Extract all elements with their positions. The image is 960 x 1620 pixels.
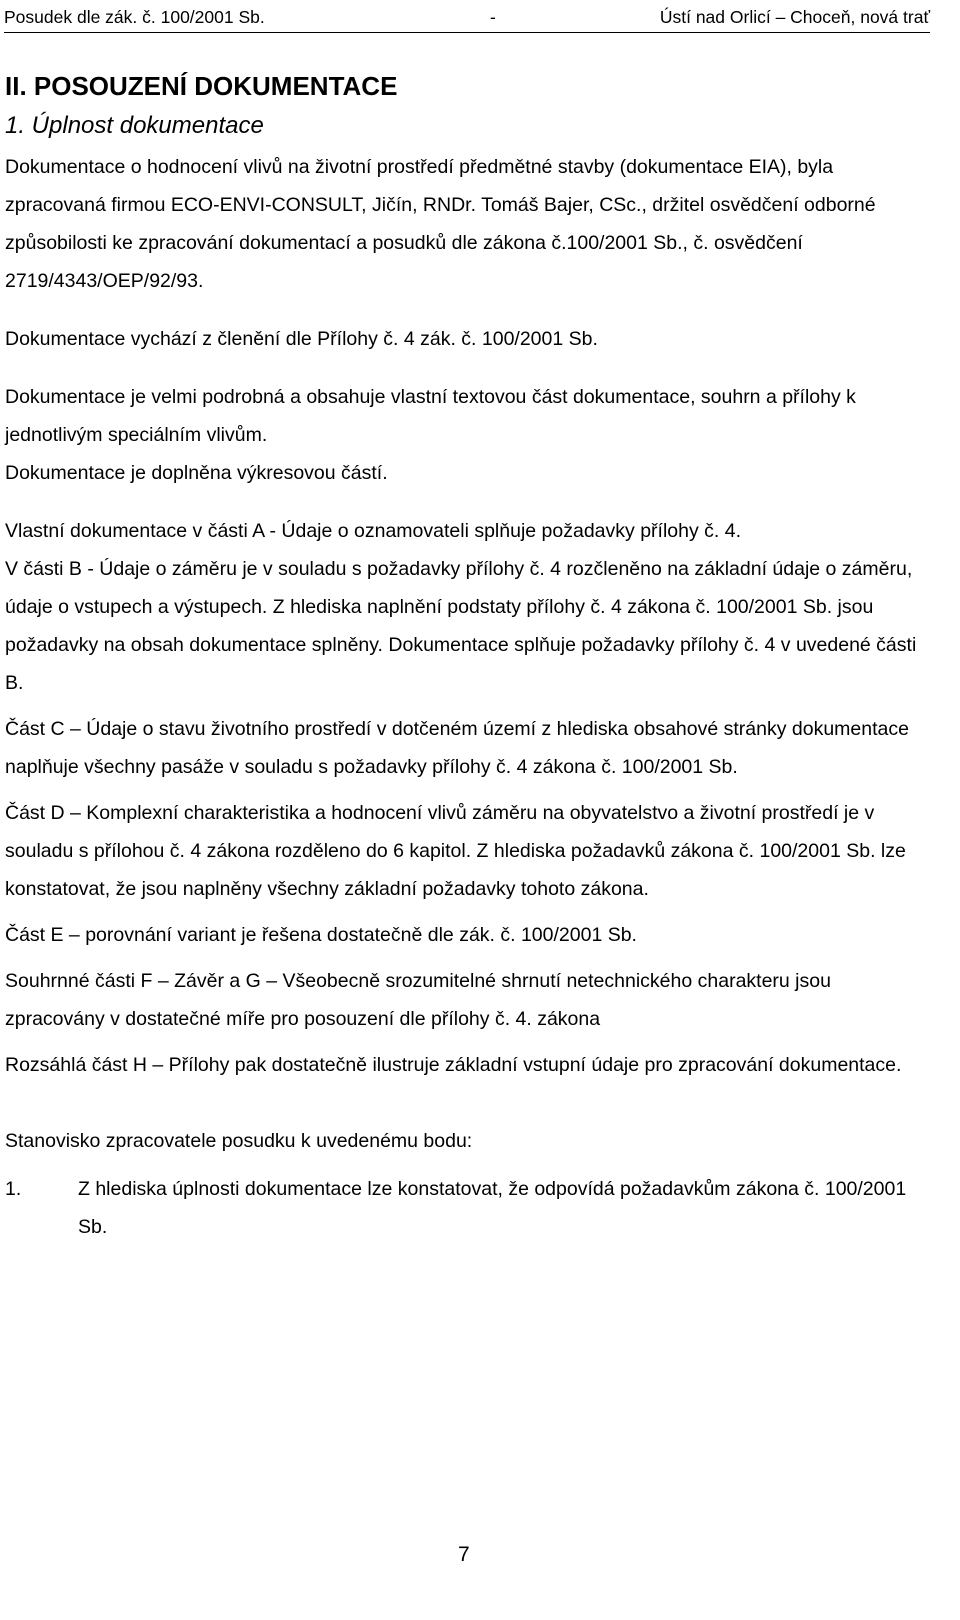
document-body: [5, 66, 935, 1246]
list-item: [5, 1170, 935, 1246]
page-header: [4, 4, 930, 33]
subsection-title: 1. Úplnost dokumentace: [5, 112, 264, 139]
list-item-text: Z hlediska úplnosti dokumentace lze konstatovat, že odpovídá požadavkům zákona č. 100/2001 Sb.: [78, 1178, 907, 1238]
section-title: II. POSOUZENÍ DOKUMENTACE: [5, 71, 398, 101]
paragraph-structure: Dokumentace vychází z členění dle Přílohy č. 4 zák. č. 100/2001 Sb.: [5, 328, 598, 350]
paragraph-detail: Dokumentace je velmi podrobná a obsahuje vlastní textovou část dokumentace, souhrn a přílohy k jednotlivým speciálním vlivům.: [5, 386, 856, 446]
paragraph-part-e: Část E – porovnání variant je řešena dostatečně dle zák. č. 100/2001 Sb.: [5, 924, 637, 946]
header-separator: -: [490, 7, 496, 27]
paragraph-part-b: V části B - Údaje o záměru je v souladu s požadavky přílohy č. 4 rozčleněno na základní údaje o záměru, údaje o vstupech a výstupech. Z hlediska naplnění podstaty přílohy č. 4 zákona č. 100/2001 Sb. jsou požadavky na obsah dokumentace splněny. Dokumentace splňuje požadavky přílohy č. 4 v uvedené části B.: [5, 558, 917, 694]
page-number: 7: [458, 1543, 470, 1566]
paragraph-part-f-g: Souhrnné části F – Závěr a G – Všeobecně srozumitelné shrnutí netechnického charakteru jsou zpracovány v dostatečné míře pro posouzení dle přílohy č. 4. zákona: [5, 970, 831, 1030]
list-item-number: 1.: [5, 1178, 22, 1200]
paragraph-part-a: Vlastní dokumentace v části A - Údaje o oznamovateli splňuje požadavky přílohy č. 4.: [5, 520, 741, 542]
paragraph-drawings: Dokumentace je doplněna výkresovou částí.: [5, 462, 388, 484]
paragraph-part-d: Část D – Komplexní charakteristika a hodnocení vlivů záměru na obyvatelstvo a životní prostředí je v souladu s přílohou č. 4 zákona rozděleno do 6 kapitol. Z hlediska požadavků zákona č. 100/2001 Sb. lze konstatovat, že jsou naplněny všechny základní požadavky tohoto zákona.: [5, 802, 906, 900]
paragraph-author: Dokumentace o hodnocení vlivů na životní prostředí předmětné stavby (dokumentace EIA), byla zpracovaná firmou ECO-ENVI-CONSULT, Jičín, RNDr. Tomáš Bajer, CSc., držitel osvědčení odborné způsobilosti ke zpracování dokumentací a posudků dle zákona č.100/2001 Sb., č. osvědčení 2719/4343/OEP/92/93.: [5, 156, 876, 292]
header-project-name: Ústí nad Orlicí – Choceň, nová trať: [659, 7, 930, 27]
paragraph-part-h: Rozsáhlá část H – Přílohy pak dostatečně ilustruje základní vstupní údaje pro zpracování dokumentace.: [5, 1054, 902, 1076]
paragraph-statement-heading: Stanovisko zpracovatele posudku k uvedenému bodu:: [5, 1130, 473, 1152]
paragraph-part-c: Část C – Údaje o stavu životního prostředí v dotčeném území z hlediska obsahové stránky dokumentace naplňuje všechny pasáže v souladu s požadavky přílohy č. 4 zákona č. 100/2001 Sb.: [5, 718, 909, 778]
header-document-title: Posudek dle zák. č. 100/2001 Sb.: [4, 7, 265, 27]
